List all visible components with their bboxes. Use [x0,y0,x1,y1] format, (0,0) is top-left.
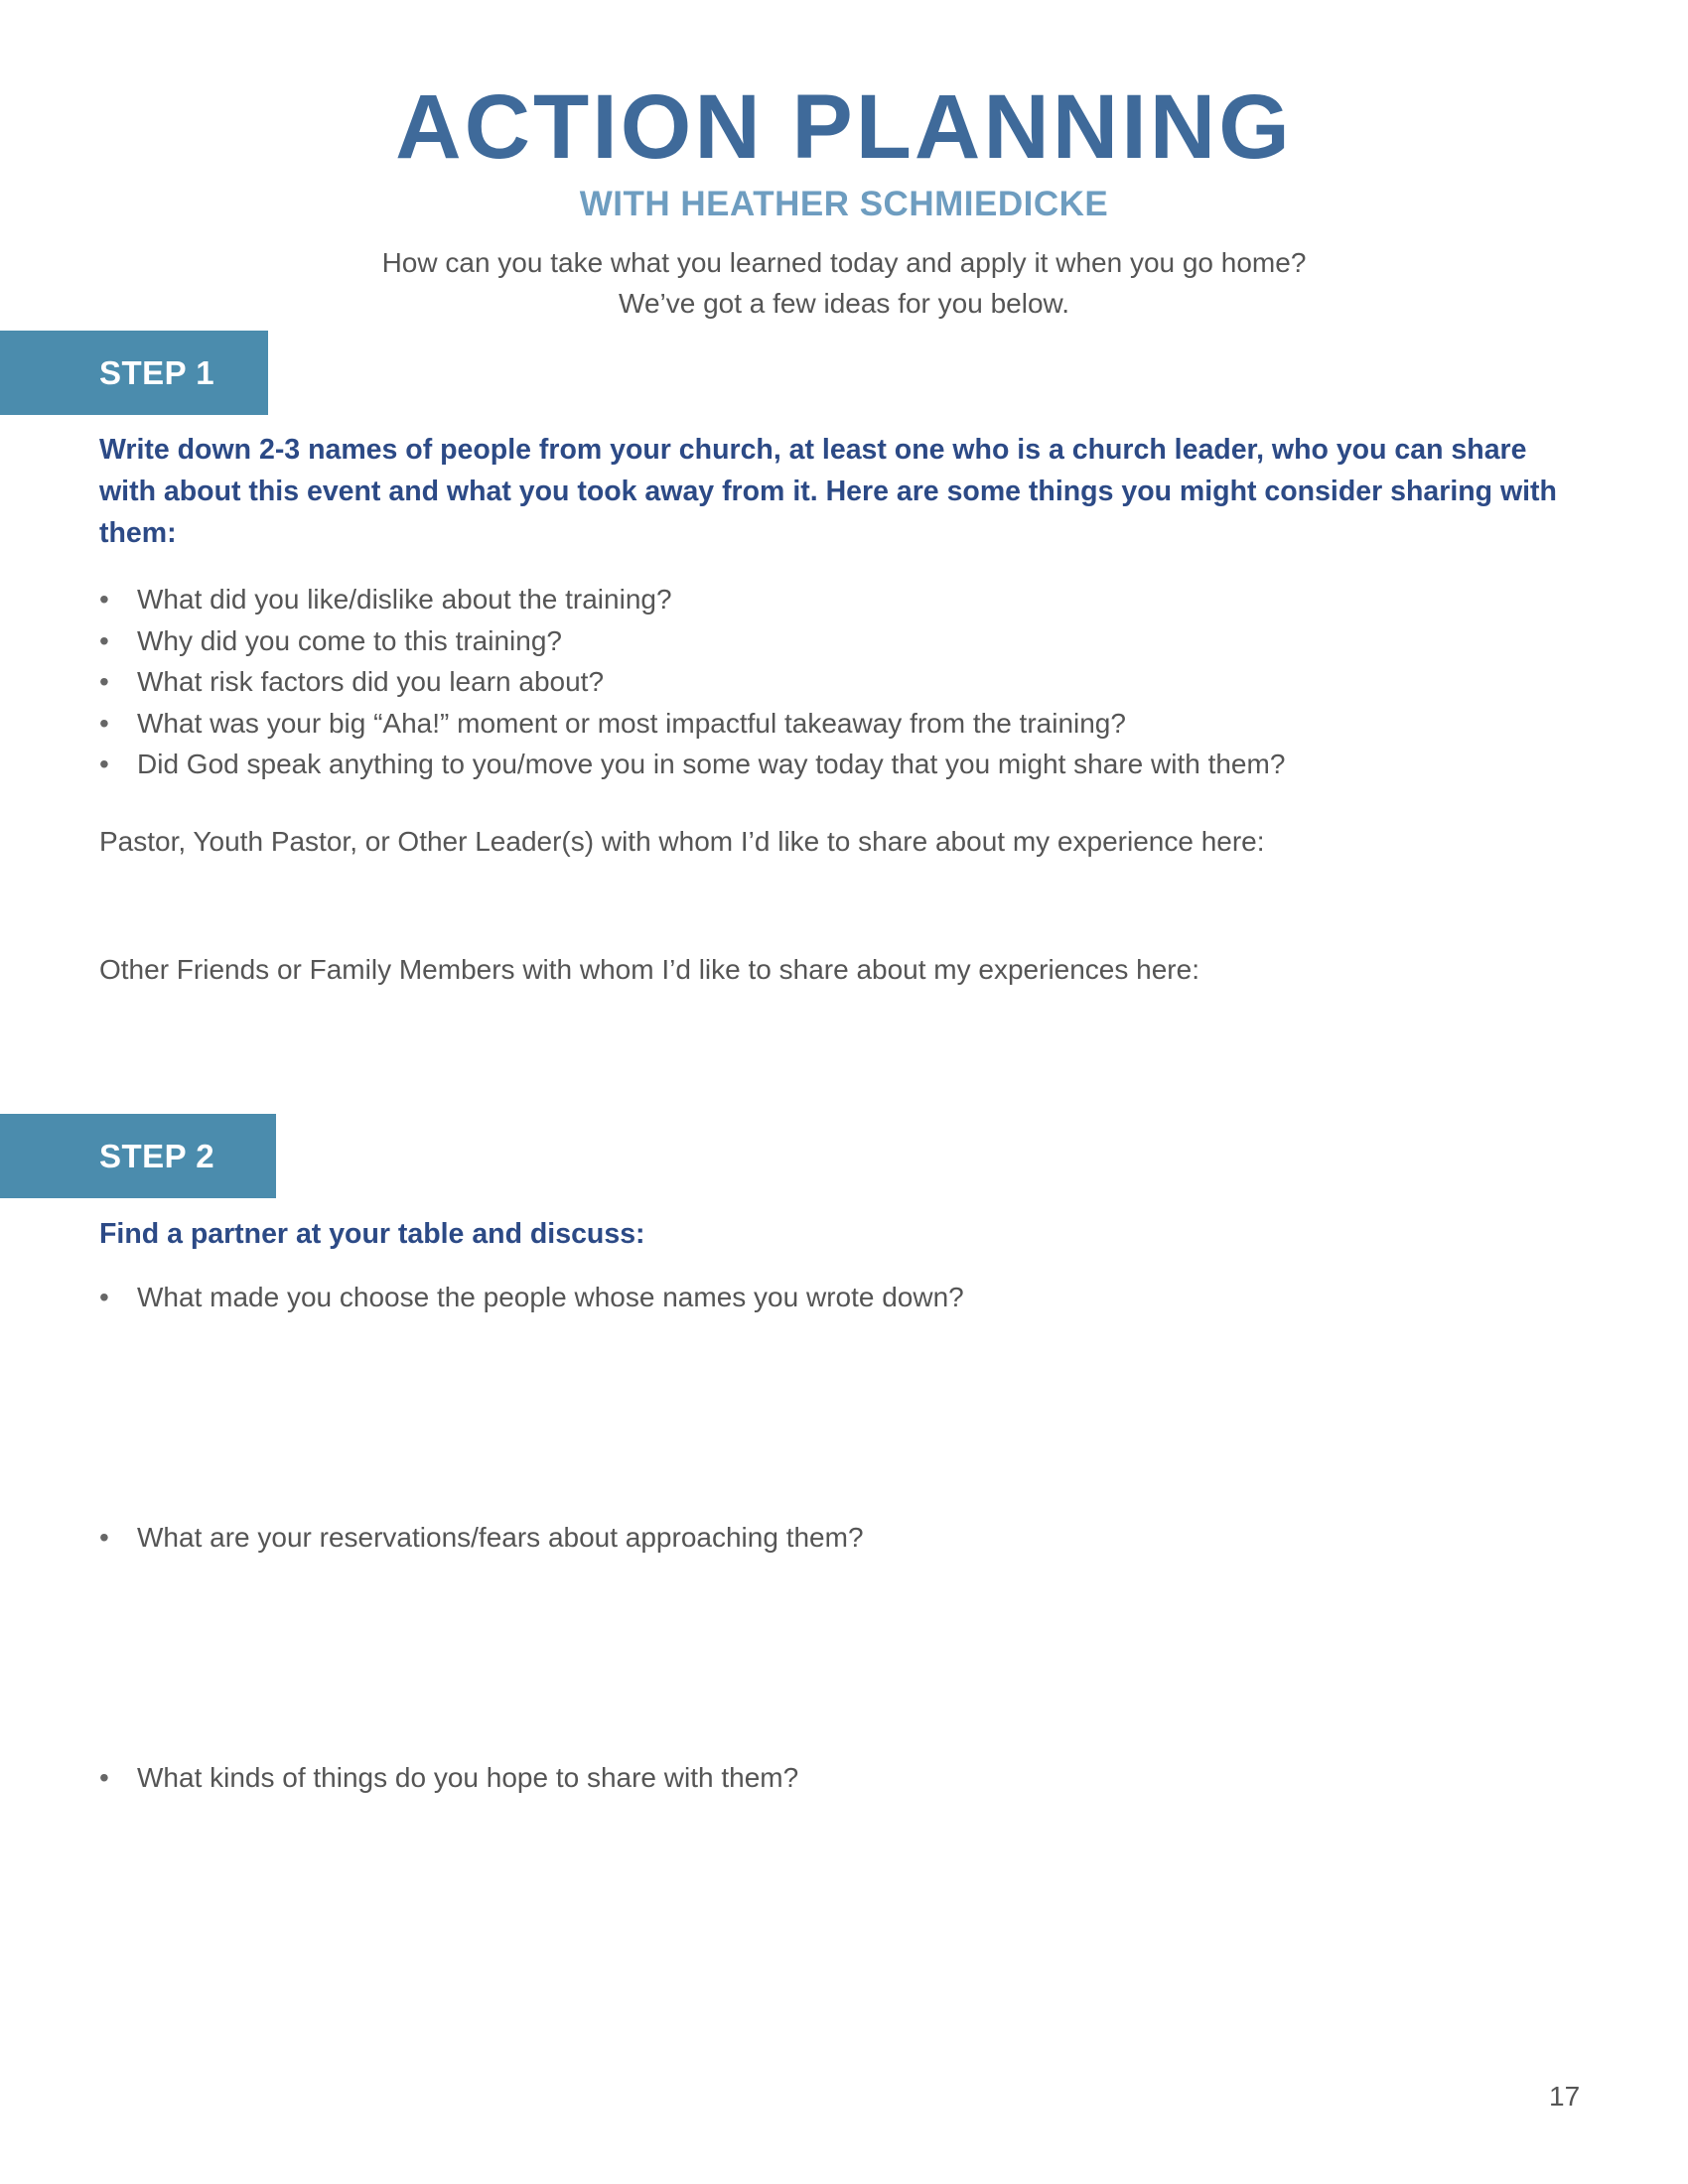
step-2-question [99,1522,1589,1554]
step-1-bullet-list [99,579,1589,785]
list-item: • What kinds of things do you hope to share with them? [99,1762,1589,1794]
list-item: • What risk factors did you learn about? [99,661,1589,703]
step-1-tab: STEP 1 [0,331,268,415]
list-item: • What was your big “Aha!” moment or most impactful takeaway from the training? [99,703,1589,745]
step-2-question [99,1762,1589,1794]
step-2-instructions: Find a partner at your table and discuss: [99,1218,645,1250]
step-2-tab: STEP 2 [0,1114,276,1198]
list-item: • What did you like/dislike about the training? [99,579,1589,620]
intro-line: We’ve got a few ideas for you below. [619,288,1069,319]
list-item: • Did God speak anything to you/move you in some way today that you might share with them? [99,744,1589,785]
list-item: • What made you choose the people whose names you wrote down? [99,1282,1589,1313]
list-item: • Why did you come to this training? [99,620,1589,662]
page-subtitle: WITH HEATHER SCHMIEDICKE [579,185,1109,223]
friends-prompt: Other Friends or Family Members with whom I’d like to share about my experiences here: [99,954,1199,985]
page-title: ACTION PLANNING [395,76,1293,178]
step-1-instructions: Write down 2-3 names of people from your church, at least one who is a church leader, who you can share with about this event and what you took away from it. Here are some things you might consider sharing with them: [99,434,1557,549]
list-item: • What are your reservations/fears about approaching them? [99,1522,1589,1554]
intro-text [0,242,1688,324]
step-2-question [99,1282,1589,1313]
page-number: 17 [1549,2081,1581,2112]
intro-line: How can you take what you learned today and apply it when you go home? [381,247,1307,278]
leaders-prompt: Pastor, Youth Pastor, or Other Leader(s) with whom I’d like to share about my experience here: [99,826,1265,857]
